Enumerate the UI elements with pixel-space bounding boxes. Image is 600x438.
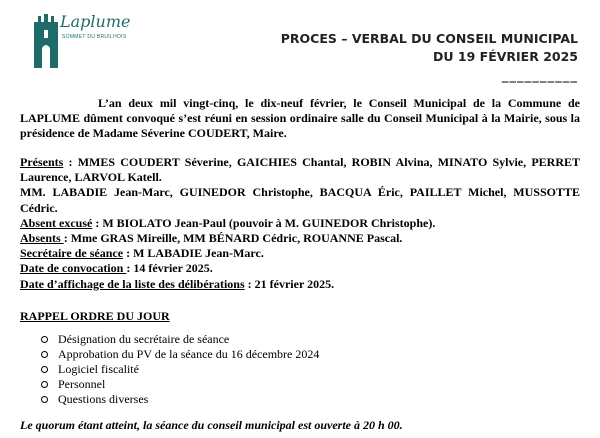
title-line-1: PROCES – VERBAL DU CONSEIL MUNICIPAL [280,31,578,46]
convocation-value: 14 février 2025. [133,261,213,276]
excused-value: M BIOLATO Jean-Paul (pouvoir à M. GUINEDOR Christophe). [102,215,436,230]
logo-name: Laplume [60,12,131,31]
agenda-item: Logiciel fiscalité [40,362,319,377]
agenda-item: Questions diverses [40,392,319,407]
excused-entry: Absent excusé : M BIOLATO Jean-Paul (pouvoir à M. GUINEDOR Christophe). [20,215,436,230]
presents-label: Présents [20,155,64,169]
attendance-block [20,155,580,292]
agenda-title: RAPPEL ORDRE DU JOUR [20,309,170,323]
convocation-label: Date de convocation [20,261,127,276]
absents-value: Mme GRAS Mireille, MM BÉNARD Cédric, ROUANNE Pascal. [70,231,403,246]
logo-tagline: SOMMET DU BRUILHOIS [62,34,127,40]
agenda-list [40,332,319,407]
secretary-value: M LABADIE Jean-Marc. [133,246,264,261]
quorum-statement: Le quorum étant atteint, la séance du conseil municipal est ouverte à 20 h 00. [20,418,403,432]
absents-entry: Absents : Mme GRAS Mireille, MM BÉNARD Cédric, ROUANNE Pascal. [20,231,403,246]
document-title [281,30,578,66]
excused-label: Absent excusé [20,215,93,230]
agenda-item: Approbation du PV de la séance du 16 décembre 2024 [40,347,319,362]
affichage-value: 21 février 2025. [254,276,335,291]
agenda-item: Personnel [40,377,319,392]
tower-icon [32,8,60,68]
agenda-item: Désignation du secrétaire de séance [40,332,319,347]
secretary-entry: Secrétaire de séance : M LABADIE Jean-Marc. [20,246,264,261]
absents-label: Absents [20,231,64,246]
convocation-entry: Date de convocation : 14 février 2025. [20,261,213,276]
affichage-label: Date d’affichage de la liste des délibérations [20,276,245,291]
presents-entry: Présents : MMES COUDERT Séverine, GAICHIES Chantal, ROBIN Alvina, MINATO Sylvie, PERRET Laurence, LARVOL Katell. [20,155,580,185]
commune-logo [32,8,132,68]
presents-women: MMES COUDERT Séverine, GAICHIES Chantal, ROBIN Alvina, MINATO Sylvie, PERRET Laurence, LARVOL Katell. [20,155,580,185]
presents-men: MM. LABADIE Jean-Marc, GUINEDOR Christophe, BACQUA Éric, PAILLET Michel, MUSSOTTE Cédric. [20,185,580,215]
secretary-label: Secrétaire de séance [20,246,124,261]
title-separator: __________ [501,70,578,83]
title-line-2: DU 19 FÉVRIER 2025 [433,49,578,64]
affichage-entry: Date d’affichage de la liste des délibérations : 21 février 2025. [20,276,335,291]
intro-paragraph: L’an deux mil vingt-cinq, le dix-neuf février, le Conseil Municipal de la Commune de LAPLUME dûment convoqué s’est réuni en session ordinaire salle du Conseil Municipal à la Mairie, sous la présidence de Madame Séverine COUDERT, Maire. [20,96,580,140]
